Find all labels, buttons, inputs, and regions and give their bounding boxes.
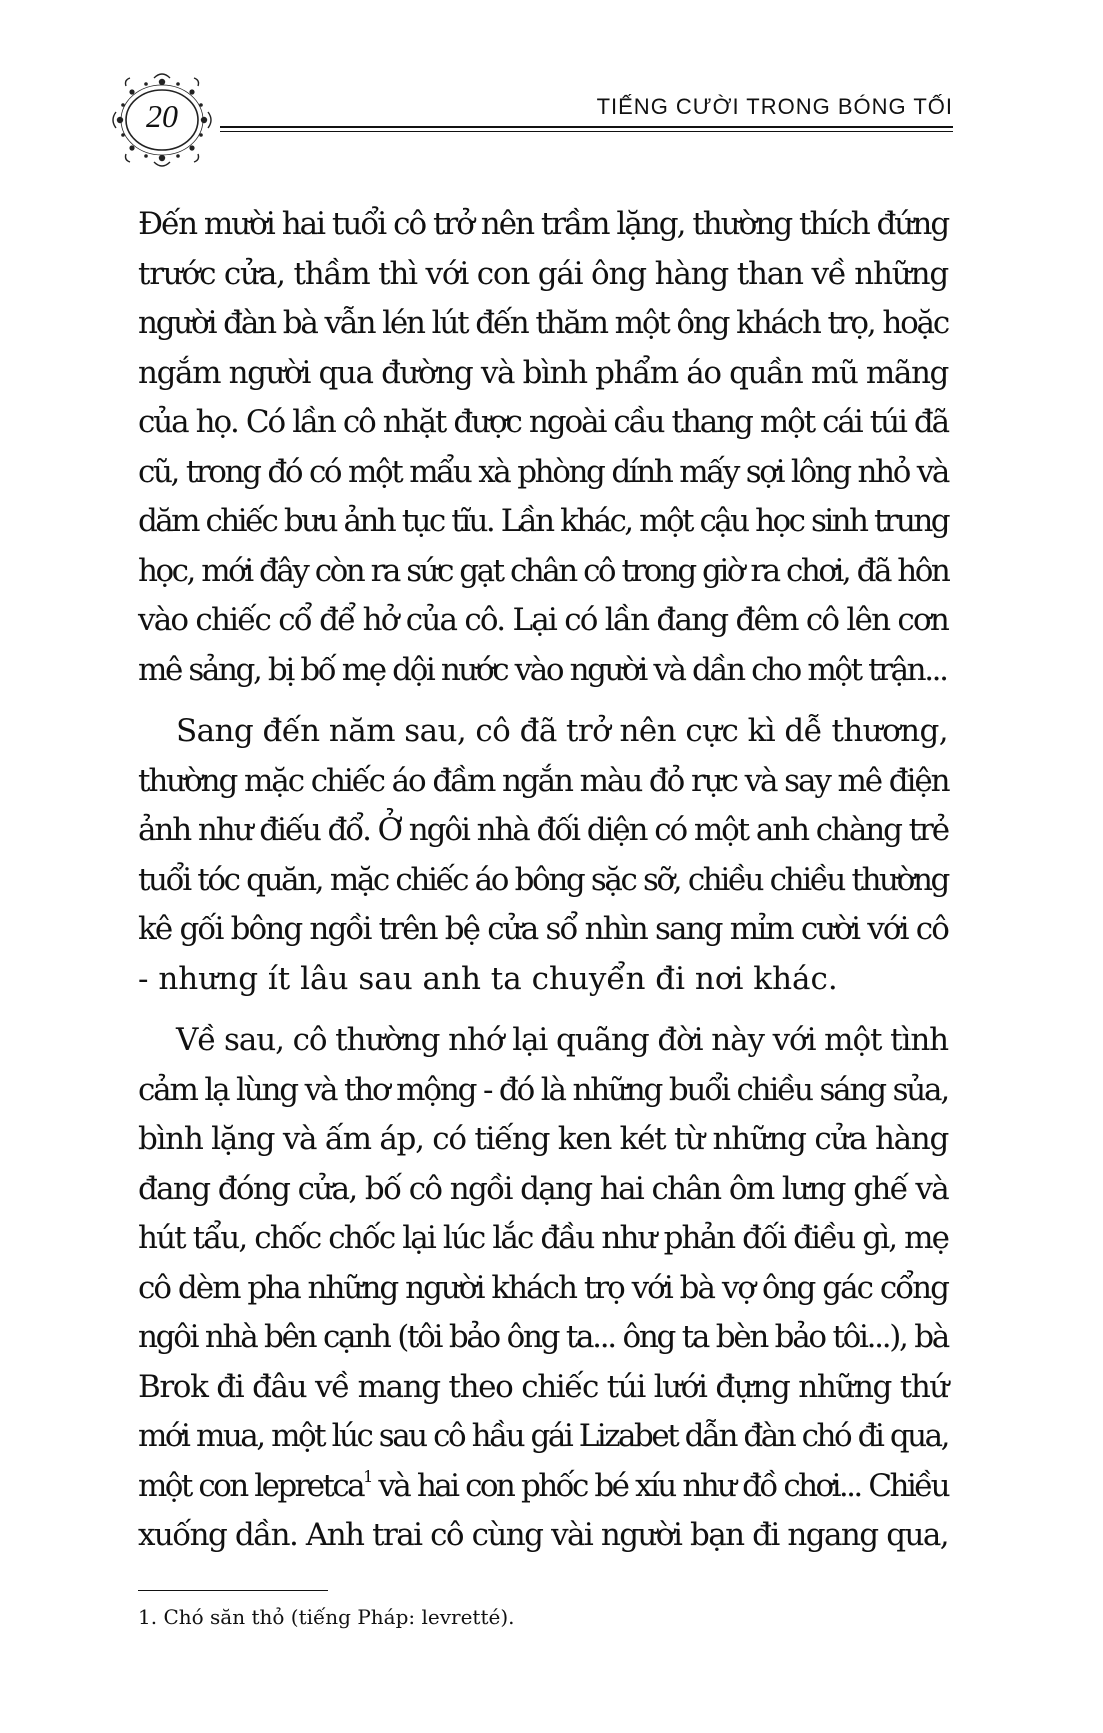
text-line: cô dèm pha những người khách trọ với bà vợ ông gác cổng — [138, 1269, 948, 1306]
text-line: trước cửa, thầm thì với con gái ông hàng than về những — [138, 255, 948, 292]
text-line: của họ. Có lần cô nhặt được ngoài cầu thang một cái túi đã — [138, 404, 948, 440]
footnote-reference[interactable]: 1 — [363, 1466, 371, 1486]
text-line: xuống dần. Anh trai cô cùng vài người bạn đi ngang qua, — [138, 1517, 948, 1553]
text-line: học, mới đây còn ra sức gạt chân cô trong giờ ra chơi, đã hôn — [138, 552, 949, 589]
text-line: dăm chiếc bưu ảnh tục tĩu. Lần khác, một cậu học sinh trung — [138, 503, 948, 539]
text-line: - nhưng ít lâu sau anh ta chuyển đi nơi khác. — [138, 960, 838, 997]
text-line: ngắm người qua đường và bình phẩm áo quần mũ mãng — [138, 354, 948, 391]
text-line: kê gối bông ngồi trên bệ cửa sổ nhìn sang mỉm cười với cô — [138, 911, 948, 947]
text-line: Brok đi đâu về mang theo chiếc túi lưới đựng những thứ — [138, 1368, 948, 1405]
text-line: mê sảng, bị bố mẹ dội nước vào người và dần cho một trận... — [138, 651, 947, 688]
paragraph-1 — [138, 200, 948, 695]
text-line: Sang đến năm sau, cô đã trở nên cực kì dễ thương, — [176, 713, 948, 749]
paragraph-2 — [138, 707, 948, 1004]
text-fragment: một con lepretca — [138, 1467, 364, 1504]
text-line: tuổi tóc quăn, mặc chiếc áo bông sặc sỡ, chiều chiều thường — [138, 861, 948, 898]
footnote: 1. Chó săn thỏ (tiếng Pháp: levretté). — [138, 1605, 515, 1629]
text-line: bình lặng và ấm áp, có tiếng ken két từ những cửa hàng — [138, 1121, 948, 1157]
text-line: Về sau, cô thường nhớ lại quãng đời này với một tình — [176, 1022, 949, 1058]
text-line: vào chiếc cổ để hở của cô. Lại có lần đang đêm cô lên cơn — [138, 602, 948, 638]
text-fragment: và hai con phốc bé xíu như đồ chơi... Chiều — [378, 1467, 948, 1504]
text-line: thường mặc chiếc áo đầm ngắn màu đỏ rực và say mê điện — [138, 762, 949, 799]
text-line: cũ, trong đó có một mẩu xà phòng dính mấy sợi lông nhỏ và — [138, 453, 948, 490]
header-rule-thin — [220, 131, 953, 132]
text-line: Đến mười hai tuổi cô trở nên trầm lặng, thường thích đứng — [138, 206, 949, 242]
running-title: TIẾNG CƯỜI TRONG BÓNG TỐI — [596, 94, 953, 119]
header-rule — [220, 126, 953, 128]
text-line: đang đóng cửa, bố cô ngồi dạng hai chân ôm lưng ghế và — [138, 1170, 948, 1207]
footnote-rule — [138, 1590, 328, 1591]
text-line: hút tẩu, chốc chốc lại lúc lắc đầu như phản đối điều gì, mẹ — [138, 1220, 949, 1256]
text-line: ảnh như điếu đổ. Ở ngôi nhà đối diện có một anh chàng trẻ — [138, 812, 948, 848]
text-line: mới mua, một lúc sau cô hầu gái Lizabet dẫn đàn chó đi qua, — [138, 1418, 948, 1454]
paragraph-3 — [138, 1016, 948, 1561]
page-number: 20 — [146, 98, 178, 134]
text-line: người đàn bà vẫn lén lút đến thăm một ông khách trọ, hoặc — [138, 305, 948, 341]
text-line: cảm lạ lùng và thơ mộng - đó là những buổi chiều sáng sủa, — [138, 1071, 948, 1108]
body-text — [138, 200, 948, 1561]
text-line: ngôi nhà bên cạnh (tôi bảo ông ta... ông ta bèn bảo tôi...), bà — [138, 1319, 948, 1355]
text-line-with-footnote — [138, 1462, 948, 1512]
